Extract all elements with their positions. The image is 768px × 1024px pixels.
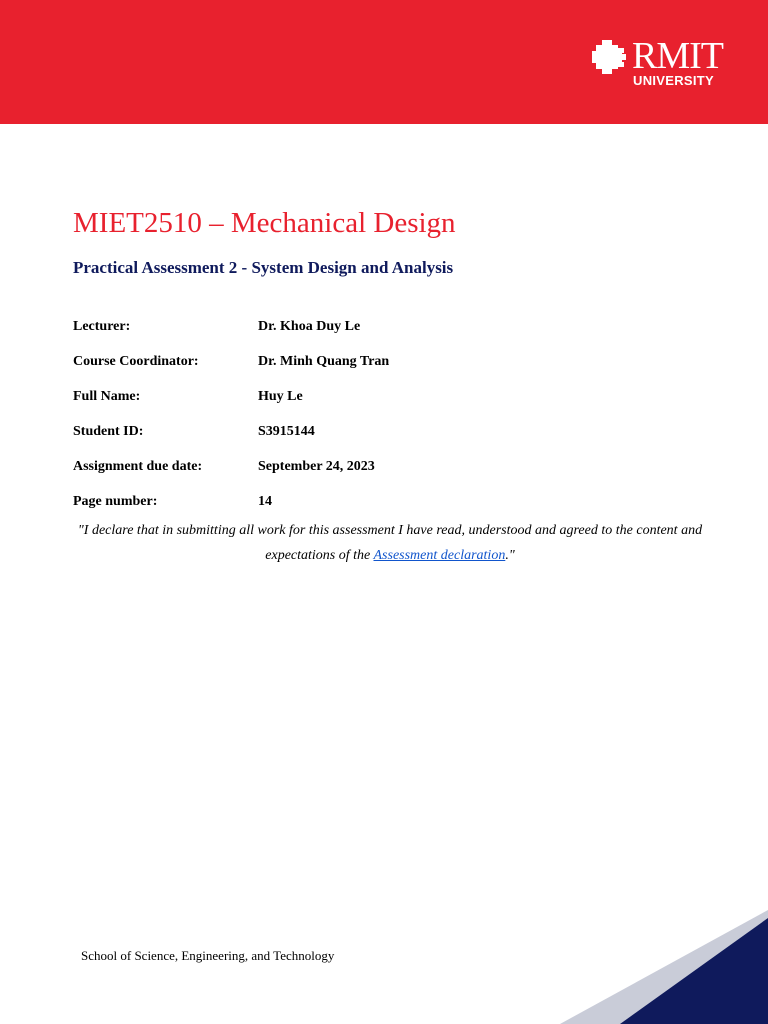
course-title: MIET2510 – Mechanical Design: [73, 207, 456, 239]
logo-wordmark: RMIT: [632, 35, 723, 77]
detail-label: Student ID:: [73, 423, 144, 439]
detail-row-page-number: [73, 484, 673, 519]
details-table: [73, 309, 673, 519]
detail-value: September 24, 2023: [258, 458, 375, 474]
detail-label: Lecturer:: [73, 318, 131, 334]
detail-label: Course Coordinator:: [73, 353, 199, 369]
declaration-before-link: "I declare that in submitting all work for this assessment I have read, understood and agreed to the content and expectations of the: [77, 523, 703, 563]
declaration-text: [60, 518, 720, 568]
declaration-after-link: .": [505, 548, 515, 563]
detail-row-due-date: [73, 449, 673, 484]
detail-value: Dr. Khoa Duy Le: [258, 318, 361, 334]
detail-label: Full Name:: [73, 388, 141, 404]
detail-value: S3915144: [258, 423, 315, 439]
detail-value: Huy Le: [258, 388, 303, 404]
detail-row-lecturer: [73, 309, 673, 344]
detail-value: Dr. Minh Quang Tran: [258, 353, 390, 369]
detail-label: Page number:: [73, 493, 158, 509]
detail-label: Assignment due date:: [73, 458, 203, 474]
rmit-pixel-mark-icon: [592, 40, 628, 74]
detail-row-full-name: [73, 379, 673, 414]
assessment-declaration-link[interactable]: Assessment declaration: [373, 548, 506, 563]
detail-row-coordinator: [73, 344, 673, 379]
detail-row-student-id: [73, 414, 673, 449]
assessment-subtitle: Practical Assessment 2 - System Design and Analysis: [73, 258, 454, 277]
header-band: [0, 0, 768, 124]
detail-value: 14: [258, 493, 272, 509]
rmit-logo: [592, 35, 742, 92]
corner-decoration: [560, 910, 768, 1024]
logo-subtext: UNIVERSITY: [633, 73, 715, 88]
footer-school-name: School of Science, Engineering, and Technology: [81, 948, 335, 963]
